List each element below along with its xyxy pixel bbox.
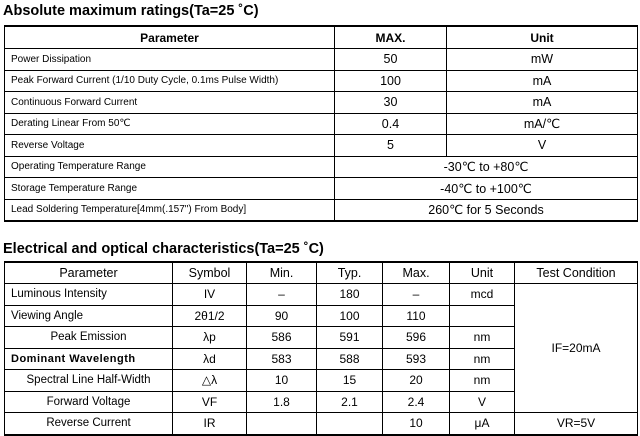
cell-max: 5 bbox=[335, 135, 447, 157]
cell-parameter: Peak Emission bbox=[5, 327, 173, 349]
cell-typ bbox=[317, 413, 383, 435]
cell-unit: nm bbox=[450, 370, 515, 392]
cell-unit: V bbox=[450, 391, 515, 413]
cell-max: 593 bbox=[383, 348, 450, 370]
cell-max: 0.4 bbox=[335, 113, 447, 135]
header-parameter: Parameter bbox=[5, 262, 173, 284]
cell-max: 50 bbox=[335, 49, 447, 71]
cell-parameter: Dominant Wavelength bbox=[5, 348, 173, 370]
header-unit: Unit bbox=[450, 262, 515, 284]
cell-max: 2.4 bbox=[383, 391, 450, 413]
cell-unit: mA/℃ bbox=[447, 113, 638, 135]
absolute-ratings-table bbox=[4, 25, 638, 222]
table-row bbox=[5, 135, 638, 157]
header-parameter: Parameter bbox=[5, 26, 335, 49]
cell-range-value: -40℃ to +100℃ bbox=[335, 178, 638, 200]
cell-parameter: Lead Soldering Temperature[4mm(.157") From Body] bbox=[5, 199, 335, 221]
cell-max: – bbox=[383, 284, 450, 306]
absolute-ratings-title: Absolute maximum ratings(Ta=25 ˚C) bbox=[3, 3, 259, 19]
cell-unit bbox=[450, 305, 515, 327]
table-header-row bbox=[5, 262, 638, 284]
cell-parameter: Viewing Angle bbox=[5, 305, 173, 327]
table-row bbox=[5, 178, 638, 200]
cell-symbol: IV bbox=[173, 284, 247, 306]
cell-parameter: Luminous Intensity bbox=[5, 284, 173, 306]
cell-unit: μA bbox=[450, 413, 515, 435]
cell-max: 100 bbox=[335, 70, 447, 92]
cell-range-value: -30℃ to +80℃ bbox=[335, 156, 638, 178]
cell-parameter: Reverse Current bbox=[5, 413, 173, 435]
cell-min: 90 bbox=[247, 305, 317, 327]
cell-parameter: Storage Temperature Range bbox=[5, 178, 335, 200]
cell-unit: nm bbox=[450, 348, 515, 370]
cell-max: 20 bbox=[383, 370, 450, 392]
cell-unit: mW bbox=[447, 49, 638, 71]
header-max: MAX. bbox=[335, 26, 447, 49]
cell-max: 30 bbox=[335, 92, 447, 114]
cell-symbol: λd bbox=[173, 348, 247, 370]
table-row bbox=[5, 284, 638, 306]
cell-min bbox=[247, 413, 317, 435]
cell-parameter: Derating Linear From 50℃ bbox=[5, 113, 335, 135]
cell-min: 586 bbox=[247, 327, 317, 349]
cell-range-value: 260℃ for 5 Seconds bbox=[335, 199, 638, 221]
electrical-characteristics-title: Electrical and optical characteristics(Ta=25 ˚C) bbox=[3, 241, 324, 257]
cell-symbol: VF bbox=[173, 391, 247, 413]
cell-unit: mA bbox=[447, 70, 638, 92]
cell-min: 10 bbox=[247, 370, 317, 392]
cell-parameter: Operating Temperature Range bbox=[5, 156, 335, 178]
header-min: Min. bbox=[247, 262, 317, 284]
table-row bbox=[5, 70, 638, 92]
cell-symbol: λp bbox=[173, 327, 247, 349]
header-unit: Unit bbox=[447, 26, 638, 49]
cell-test-condition: IF=20mA bbox=[515, 284, 638, 413]
cell-symbol: △λ bbox=[173, 370, 247, 392]
cell-parameter: Continuous Forward Current bbox=[5, 92, 335, 114]
electrical-characteristics-table bbox=[4, 261, 638, 436]
cell-typ: 15 bbox=[317, 370, 383, 392]
table-row bbox=[5, 413, 638, 435]
header-max: Max. bbox=[383, 262, 450, 284]
cell-parameter: Spectral Line Half-Width bbox=[5, 370, 173, 392]
cell-unit: mcd bbox=[450, 284, 515, 306]
cell-symbol: 2θ1/2 bbox=[173, 305, 247, 327]
header-symbol: Symbol bbox=[173, 262, 247, 284]
cell-min: – bbox=[247, 284, 317, 306]
cell-symbol: IR bbox=[173, 413, 247, 435]
cell-max: 110 bbox=[383, 305, 450, 327]
cell-typ: 588 bbox=[317, 348, 383, 370]
header-test-condition: Test Condition bbox=[515, 262, 638, 284]
cell-parameter: Reverse Voltage bbox=[5, 135, 335, 157]
cell-max: 596 bbox=[383, 327, 450, 349]
cell-parameter: Peak Forward Current (1/10 Duty Cycle, 0.1ms Pulse Width) bbox=[5, 70, 335, 92]
cell-typ: 2.1 bbox=[317, 391, 383, 413]
cell-typ: 100 bbox=[317, 305, 383, 327]
cell-unit: V bbox=[447, 135, 638, 157]
cell-max: 10 bbox=[383, 413, 450, 435]
table-row bbox=[5, 92, 638, 114]
table-row bbox=[5, 49, 638, 71]
table-row bbox=[5, 199, 638, 221]
cell-parameter: Power Dissipation bbox=[5, 49, 335, 71]
cell-min: 583 bbox=[247, 348, 317, 370]
cell-unit: nm bbox=[450, 327, 515, 349]
cell-typ: 180 bbox=[317, 284, 383, 306]
table-row bbox=[5, 113, 638, 135]
cell-unit: mA bbox=[447, 92, 638, 114]
cell-min: 1.8 bbox=[247, 391, 317, 413]
table-row bbox=[5, 156, 638, 178]
header-typ: Typ. bbox=[317, 262, 383, 284]
cell-typ: 591 bbox=[317, 327, 383, 349]
cell-test-condition: VR=5V bbox=[515, 413, 638, 435]
cell-parameter: Forward Voltage bbox=[5, 391, 173, 413]
table-header-row bbox=[5, 26, 638, 49]
